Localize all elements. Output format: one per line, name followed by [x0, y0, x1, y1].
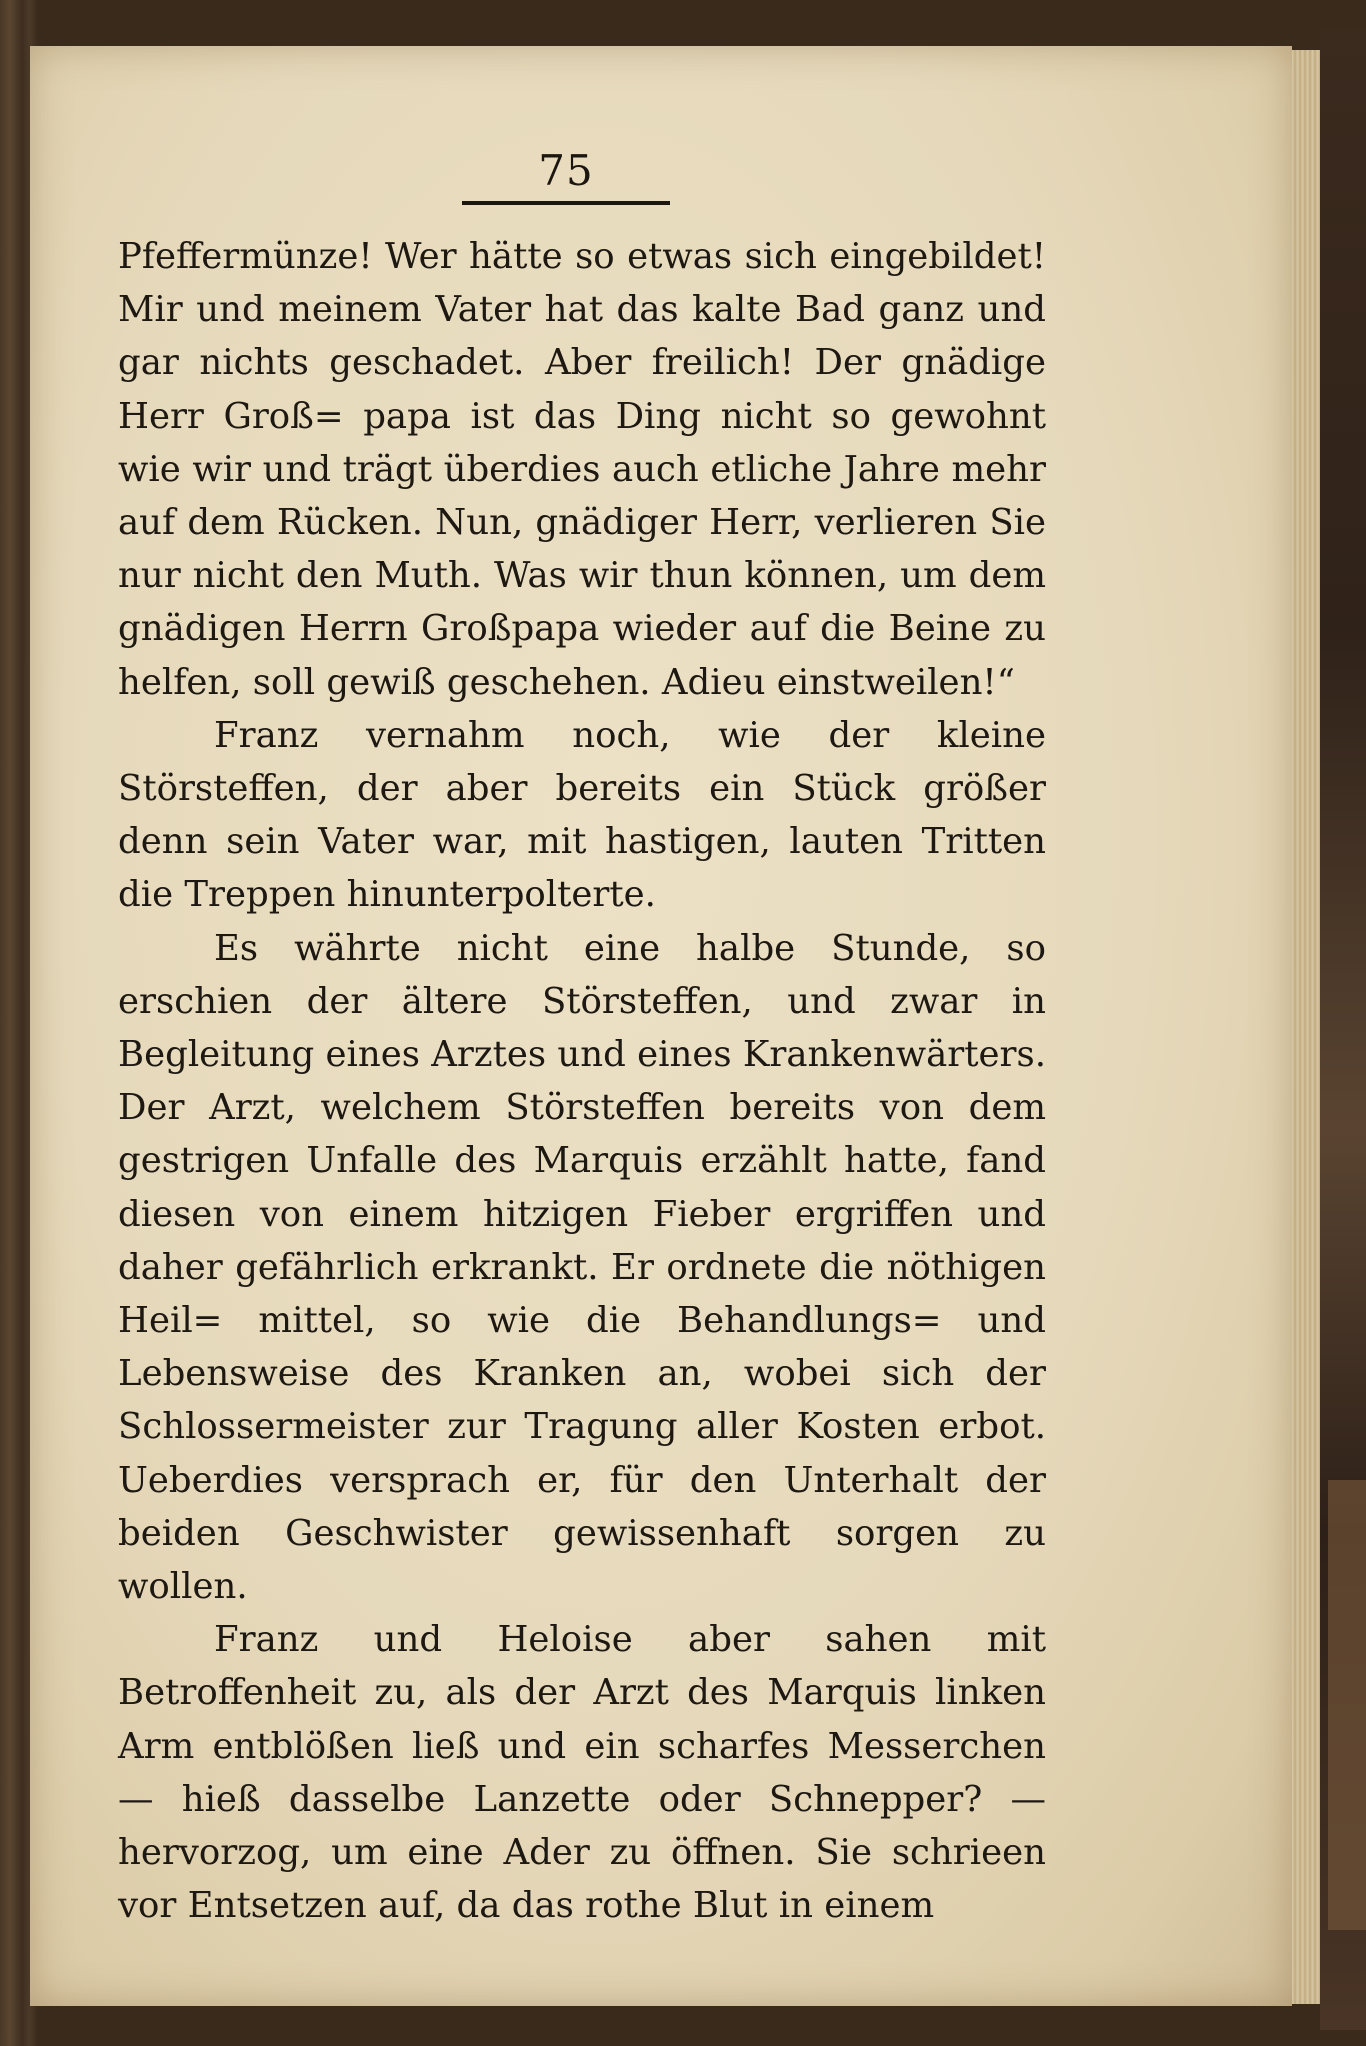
paragraph-1: Pfeffermünze! Wer hätte so etwas sich eingebildet! Mir und meinem Vater hat das kalte Bad ganz und gar nichts geschadet. Aber freilich! Der gnädige Herr Groß= papa ist das Ding nicht so gewohnt wie wir und trägt überdies auch etliche Jahre mehr auf dem Rücken. Nun, gnädiger Herr, verlieren Sie nur nicht den Muth. Was wir thun können, um dem gnädigen Herrn Großpapa wieder auf die Beine zu helfen, soll gewiß geschehen. Adieu einstweilen!“: [118, 236, 1046, 703]
body-text: [118, 230, 1046, 1933]
page-edges: [1292, 50, 1320, 2004]
page-number: 75: [538, 146, 594, 195]
paragraph-2: Franz vernahm noch, wie der kleine Störsteffen, der aber bereits ein Stück größer denn sein Vater war, mit hastigen, lauten Tritten die Treppen hinunterpolterte.: [118, 714, 1046, 916]
paragraph-4: Franz und Heloise aber sahen mit Betroffenheit zu, als der Arzt des Marquis linken Arm entblößen ließ und ein scharfes Messerchen — hieß dasselbe Lanzette oder Schnepper? — hervorzog, um eine Ader zu öffnen. Sie schrieen vor Entsetzen auf, da das rothe Blut in einem: [118, 1619, 1046, 1927]
cover-worn-patch: [1328, 1480, 1366, 1930]
paragraph-3: Es währte nicht eine halbe Stunde, so erschien der ältere Störsteffen, und zwar in Begleitung eines Arztes und eines Krankenwärters. Der Arzt, welchem Störsteffen bereits von dem gestrigen Unfalle des Marquis erzählt hatte, fand diesen von einem hitzigen Fieber ergriffen und daher gefährlich erkrankt. Er ordnete die nöthigen Heil= mittel, so wie die Behandlungs= und Lebensweise des Kranken an, wobei sich der Schlossermeister zur Tragung aller Kosten erbot. Ueberdies versprach er, für den Unterhalt der beiden Geschwister gewissenhaft sorgen zu wollen.: [118, 927, 1047, 1608]
header-rule: [462, 201, 670, 205]
